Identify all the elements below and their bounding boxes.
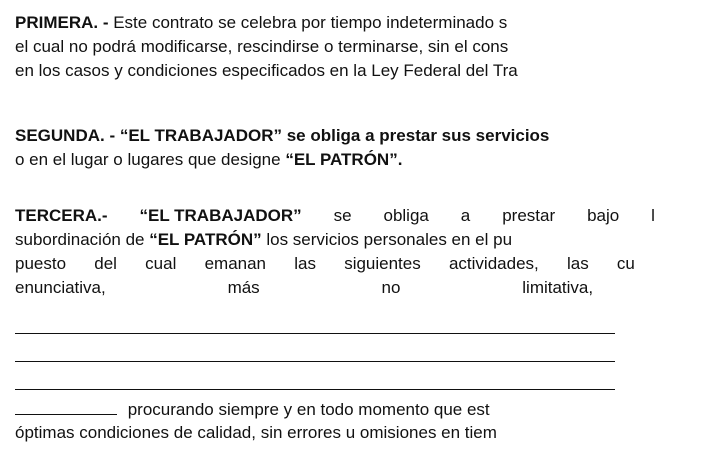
clause-tercera-line-4 [15, 278, 715, 300]
word: emanan [204, 254, 267, 273]
clause-tercera-heading: TERCERA.- [15, 206, 108, 225]
word: actividades, [448, 254, 539, 273]
clause-tercera-party: “EL TRABAJADOR” [139, 206, 302, 225]
clause-tercera-line-2 [15, 230, 512, 252]
word: bajo [587, 206, 620, 225]
word: a [460, 206, 471, 225]
clause-tercera-party-2: “EL PATRÓN” [149, 230, 262, 249]
word: puesto [15, 254, 67, 273]
word: prestar [502, 206, 556, 225]
blank-line-3 [15, 389, 615, 390]
word: las [294, 254, 316, 273]
blank-line-1 [15, 333, 615, 334]
word: obliga [383, 206, 429, 225]
clause-primera-line-3: en los casos y condiciones especificados en la Ley Federal del Tra [15, 61, 518, 80]
short-blank-line [15, 399, 117, 415]
clause-tercera-text: subordinación de [15, 230, 150, 249]
clause-tercera-line-3 [15, 254, 635, 276]
word: siguientes [344, 254, 421, 273]
word: cual [145, 254, 177, 273]
word: las [566, 254, 589, 273]
clause-segunda-line-2 [15, 150, 402, 172]
word: limitativa, [522, 278, 594, 297]
word: no [381, 278, 401, 297]
clause-tercera-text-2: los servicios personales en el pu [261, 230, 513, 249]
word: del [94, 254, 117, 273]
word: enunciativa, [15, 278, 106, 297]
clause-primera-text: Este contrato se celebra por tiempo indeterminado s [108, 13, 508, 32]
clause-tercera-line-1 [15, 206, 655, 228]
blank-line-2 [15, 361, 615, 362]
word: se [333, 206, 352, 225]
word: l [651, 206, 655, 225]
word: más [227, 278, 260, 297]
clause-tercera-closing-line [15, 399, 490, 421]
word: cu [616, 254, 635, 273]
clause-segunda-line-1 [15, 126, 549, 148]
clause-primera-heading: PRIMERA. - [15, 13, 109, 32]
clause-tercera-final-line: óptimas condiciones de calidad, sin errores u omisiones en tiem [15, 423, 497, 442]
clause-segunda-party: “EL PATRÓN”. [285, 150, 403, 169]
clause-primera-line-2: el cual no podrá modificarse, rescindirse o terminarse, sin el cons [15, 37, 509, 56]
clause-tercera-closing-text: procurando siempre y en todo momento que est [123, 400, 490, 419]
clause-segunda-heading: SEGUNDA. - “EL TRABAJADOR” se obliga a prestar sus servicios [15, 126, 550, 145]
clause-primera-line-1 [15, 13, 507, 35]
clause-segunda-text: o en el lugar o lugares que designe [15, 150, 286, 169]
